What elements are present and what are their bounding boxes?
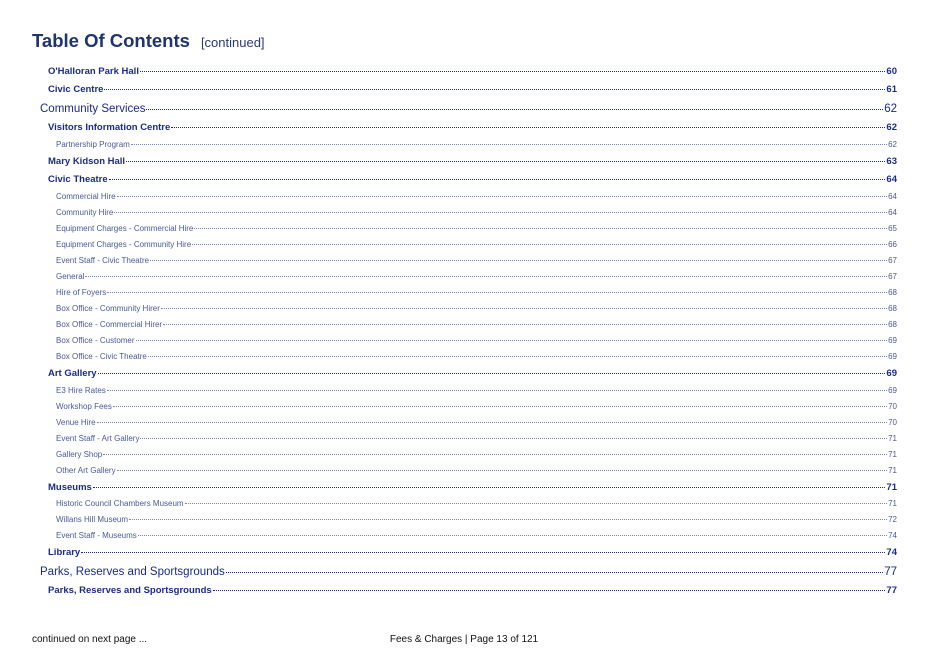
toc-entry-label: Equipment Charges - Community Hire — [56, 240, 192, 249]
toc-entry-label: Visitors Information Centre — [48, 122, 171, 133]
toc-dot-leader — [131, 144, 887, 145]
toc-entry-label: Box Office - Commercial Hirer — [56, 320, 163, 329]
footer-page-number: Fees & Charges | Page 13 of 121 — [389, 634, 539, 645]
toc-entry-page-number: 68 — [888, 288, 897, 297]
footer-continued-note: continued on next page ... — [32, 634, 148, 645]
toc-entry[interactable] — [56, 320, 897, 329]
toc-entry-label: Hire of Foyers — [56, 288, 107, 297]
toc-entry-page-number: 70 — [888, 418, 897, 427]
toc-dot-leader — [107, 390, 887, 391]
toc-entry-label: Box Office - Community Hirer — [56, 304, 160, 313]
toc-entry[interactable] — [56, 402, 897, 411]
toc-dot-leader — [85, 276, 887, 277]
page-title: Table Of Contents — [32, 30, 190, 51]
toc-dot-leader — [136, 340, 888, 341]
toc-dot-leader — [81, 552, 885, 553]
toc-entry-page-number: 65 — [888, 224, 897, 233]
toc-entry-label: Equipment Charges - Commercial Hire — [56, 224, 194, 233]
toc-entry[interactable] — [56, 386, 897, 395]
toc-entry-page-number: 61 — [886, 84, 897, 95]
toc-entry-label: Community Services — [40, 103, 146, 115]
toc-entry-label: Venue Hire — [56, 418, 96, 427]
toc-entry-page-number: 68 — [888, 320, 897, 329]
toc-dot-leader — [171, 127, 885, 128]
toc-dot-leader — [93, 487, 886, 488]
toc-entry-label: Other Art Gallery — [56, 466, 116, 475]
page-heading — [32, 30, 265, 52]
toc-dot-leader — [226, 572, 883, 573]
toc-entry[interactable] — [40, 103, 897, 115]
toc-dot-leader — [126, 161, 885, 162]
toc-dot-leader — [148, 356, 887, 357]
toc-entry-page-number: 62 — [886, 122, 897, 133]
toc-dot-leader — [117, 470, 888, 471]
toc-entry-page-number: 72 — [888, 515, 897, 524]
toc-dot-leader — [117, 196, 888, 197]
toc-entry-page-number: 70 — [888, 402, 897, 411]
toc-entry[interactable] — [48, 482, 897, 493]
toc-dot-leader — [129, 519, 887, 520]
toc-entry[interactable] — [56, 450, 897, 459]
toc-entry[interactable] — [56, 434, 897, 443]
toc-dot-leader — [213, 590, 886, 591]
toc-entry-page-number: 62 — [888, 140, 897, 149]
toc-dot-leader — [140, 438, 887, 439]
toc-entry-label: Parks, Reserves and Sportsgrounds — [48, 585, 212, 596]
toc-entry-page-number: 77 — [884, 566, 897, 578]
toc-entry[interactable] — [56, 515, 897, 524]
toc-entry-label: Art Gallery — [48, 368, 97, 379]
toc-dot-leader — [114, 212, 887, 213]
toc-entry[interactable] — [48, 368, 897, 379]
toc-entry[interactable] — [48, 585, 897, 596]
toc-entry-label: Civic Theatre — [48, 174, 108, 185]
toc-dot-leader — [98, 373, 886, 374]
toc-entry-page-number: 64 — [888, 192, 897, 201]
toc-entry[interactable] — [56, 288, 897, 297]
toc-entry[interactable] — [48, 547, 897, 558]
toc-entry-label: Commercial Hire — [56, 192, 116, 201]
toc-entry-page-number: 77 — [886, 585, 897, 596]
toc-entry-page-number: 63 — [886, 156, 897, 167]
toc-entry[interactable] — [48, 122, 897, 133]
toc-entry[interactable] — [48, 174, 897, 185]
toc-entry-label: Civic Centre — [48, 84, 104, 95]
toc-entry-label: Event Staff - Art Gallery — [56, 434, 140, 443]
toc-entry-label: Event Staff - Civic Theatre — [56, 256, 150, 265]
toc-entry-page-number: 71 — [888, 466, 897, 475]
toc-entry-label: Historic Council Chambers Museum — [56, 499, 184, 508]
toc-entry-label: Box Office - Civic Theatre — [56, 352, 147, 361]
toc-entry-page-number: 69 — [888, 386, 897, 395]
toc-entry[interactable] — [48, 84, 897, 95]
toc-entry[interactable] — [56, 192, 897, 201]
toc-entry[interactable] — [56, 336, 897, 345]
toc-dot-leader — [163, 324, 887, 325]
toc-entry[interactable] — [40, 566, 897, 578]
toc-entry-page-number: 67 — [888, 272, 897, 281]
toc-entry-page-number: 60 — [886, 66, 897, 77]
toc-entry-page-number: 67 — [888, 256, 897, 265]
toc-entry[interactable] — [56, 418, 897, 427]
toc-entry-label: Event Staff - Museums — [56, 531, 137, 540]
toc-entry[interactable] — [56, 466, 897, 475]
toc-dot-leader — [194, 228, 887, 229]
toc-entry-label: E3 Hire Rates — [56, 386, 106, 395]
toc-dot-leader — [103, 454, 887, 455]
toc-entry[interactable] — [56, 499, 897, 508]
toc-entry-page-number: 71 — [888, 499, 897, 508]
toc-entry-label: O'Halloran Park Hall — [48, 66, 139, 77]
toc-entry-page-number: 69 — [886, 368, 897, 379]
toc-dot-leader — [192, 244, 887, 245]
toc-entry-page-number: 74 — [886, 547, 897, 558]
toc-entry-page-number: 74 — [888, 531, 897, 540]
toc-entry-label: General — [56, 272, 85, 281]
toc-entry-page-number: 64 — [888, 208, 897, 217]
toc-entry-label: Workshop Fees — [56, 402, 112, 411]
toc-entry-label: Museums — [48, 482, 92, 493]
toc-entry[interactable] — [56, 240, 897, 249]
toc-entry[interactable] — [56, 208, 897, 217]
toc-dot-leader — [150, 260, 887, 261]
toc-entry-page-number: 71 — [888, 434, 897, 443]
toc-entry-page-number: 71 — [888, 450, 897, 459]
toc-dot-leader — [161, 308, 887, 309]
toc-dot-leader — [140, 71, 885, 72]
toc-entry[interactable] — [56, 531, 897, 540]
toc-entry-page-number: 69 — [888, 352, 897, 361]
toc-entry[interactable] — [56, 140, 897, 149]
toc-dot-leader — [97, 422, 888, 423]
toc-entry-label: Mary Kidson Hall — [48, 156, 126, 167]
toc-entry[interactable] — [48, 66, 897, 77]
toc-entry[interactable] — [56, 272, 897, 281]
toc-dot-leader — [104, 89, 885, 90]
toc-entry-page-number: 69 — [888, 336, 897, 345]
page-subtitle: [continued] — [200, 35, 265, 50]
toc-dot-leader — [138, 535, 887, 536]
toc-entry-page-number: 71 — [886, 482, 897, 493]
toc-entry-page-number: 68 — [888, 304, 897, 313]
toc-entry-label: Partnership Program — [56, 140, 130, 149]
toc-entry-label: Gallery Shop — [56, 450, 103, 459]
toc-entry-page-number: 64 — [886, 174, 897, 185]
toc-entry-label: Box Office - Customer — [56, 336, 135, 345]
toc-dot-leader — [107, 292, 887, 293]
toc-entry[interactable] — [48, 156, 897, 167]
toc-dot-leader — [185, 503, 888, 504]
toc-dot-leader — [113, 406, 887, 407]
toc-entry-label: Willans Hill Museum — [56, 515, 129, 524]
toc-dot-leader — [109, 179, 886, 180]
toc-dot-leader — [146, 109, 883, 110]
toc-entry-page-number: 62 — [884, 103, 897, 115]
toc-entry[interactable] — [56, 352, 897, 361]
toc-entry-page-number: 66 — [888, 240, 897, 249]
toc-entry-label: Parks, Reserves and Sportsgrounds — [40, 566, 225, 578]
toc-entry-label: Library — [48, 547, 81, 558]
toc-entry-label: Community Hire — [56, 208, 114, 217]
toc-entry[interactable] — [56, 224, 897, 233]
toc-entry[interactable] — [56, 256, 897, 265]
toc-entry[interactable] — [56, 304, 897, 313]
